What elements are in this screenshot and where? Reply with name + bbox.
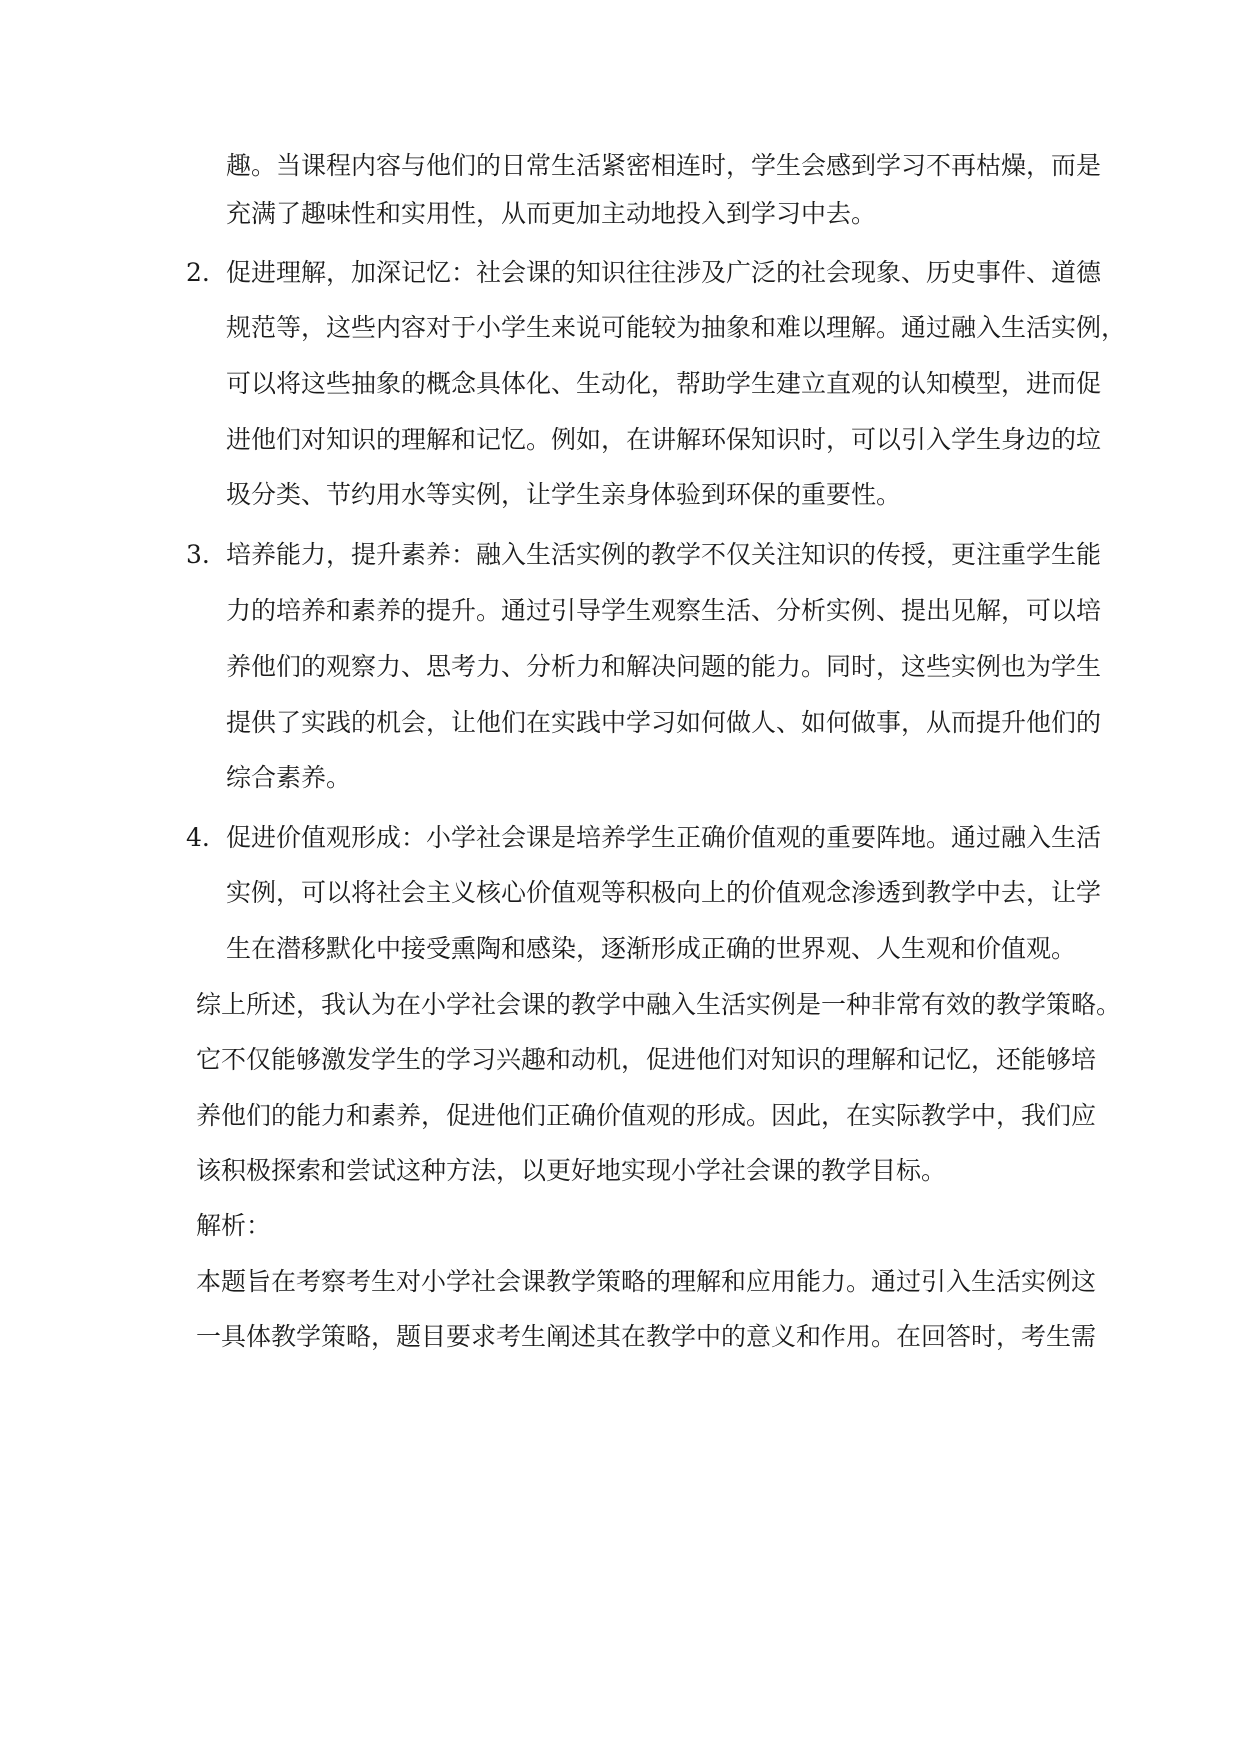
item3-line-2: 力的培养和素养的提升。通过引导学生观察生活、分析实例、提出见解，可以培 bbox=[226, 596, 1102, 625]
analysis-label: 解析： bbox=[196, 1211, 272, 1240]
item2-line-4: 进他们对知识的理解和记忆。例如，在讲解环保知识时，可以引入学生身边的垃 bbox=[226, 425, 1102, 454]
item3-line-5: 综合素养。 bbox=[226, 763, 352, 792]
item2-line-5: 圾分类、节约用水等实例，让学生亲身体验到环保的重要性。 bbox=[226, 480, 902, 509]
item4-number: 4. bbox=[186, 823, 210, 852]
conclusion-line-3: 养他们的能力和素养，促进他们正确价值观的形成。因此，在实际教学中，我们应 bbox=[196, 1101, 1097, 1130]
item2-line-3: 可以将这些抽象的概念具体化、生动化，帮助学生建立直观的认知模型，进而促 bbox=[226, 369, 1102, 398]
item1-line-1: 趣。当课程内容与他们的日常生活紧密相连时，学生会感到学习不再枯燥，而是 bbox=[226, 151, 1102, 180]
analysis-line-1: 本题旨在考察考生对小学社会课教学策略的理解和应用能力。通过引入生活实例这 bbox=[196, 1267, 1097, 1296]
analysis-line-2: 一具体教学策略，题目要求考生阐述其在教学中的意义和作用。在回答时，考生需 bbox=[196, 1322, 1097, 1351]
conclusion-line-1: 综上所述，我认为在小学社会课的教学中融入生活实例是一种非常有效的教学策略。 bbox=[196, 990, 1122, 1019]
item1-line-2: 充满了趣味性和实用性，从而更加主动地投入到学习中去。 bbox=[226, 199, 877, 228]
item4-line-3: 生在潜移默化中接受熏陶和感染，逐渐形成正确的世界观、人生观和价值观。 bbox=[226, 934, 1077, 963]
item2-line-1: 促进理解，加深记忆：社会课的知识往往涉及广泛的社会现象、历史事件、道德 bbox=[226, 258, 1102, 287]
item4-line-2: 实例，可以将社会主义核心价值观等积极向上的价值观念渗透到教学中去，让学 bbox=[226, 878, 1102, 907]
item4-line-1: 促进价值观形成：小学社会课是培养学生正确价值观的重要阵地。通过融入生活 bbox=[226, 823, 1102, 852]
item2-number: 2. bbox=[186, 258, 210, 287]
item3-number: 3. bbox=[186, 540, 210, 569]
item3-line-4: 提供了实践的机会，让他们在实践中学习如何做人、如何做事，从而提升他们的 bbox=[226, 708, 1102, 737]
item2-line-2: 规范等，这些内容对于小学生来说可能较为抽象和难以理解。通过融入生活实例， bbox=[226, 313, 1127, 342]
item3-line-1: 培养能力，提升素养：融入生活实例的教学不仅关注知识的传授，更注重学生能 bbox=[226, 540, 1102, 569]
item3-line-3: 养他们的观察力、思考力、分析力和解决问题的能力。同时，这些实例也为学生 bbox=[226, 652, 1102, 681]
conclusion-line-2: 它不仅能够激发学生的学习兴趣和动机，促进他们对知识的理解和记忆，还能够培 bbox=[196, 1045, 1097, 1074]
conclusion-line-4: 该积极探索和尝试这种方法，以更好地实现小学社会课的教学目标。 bbox=[196, 1156, 947, 1185]
